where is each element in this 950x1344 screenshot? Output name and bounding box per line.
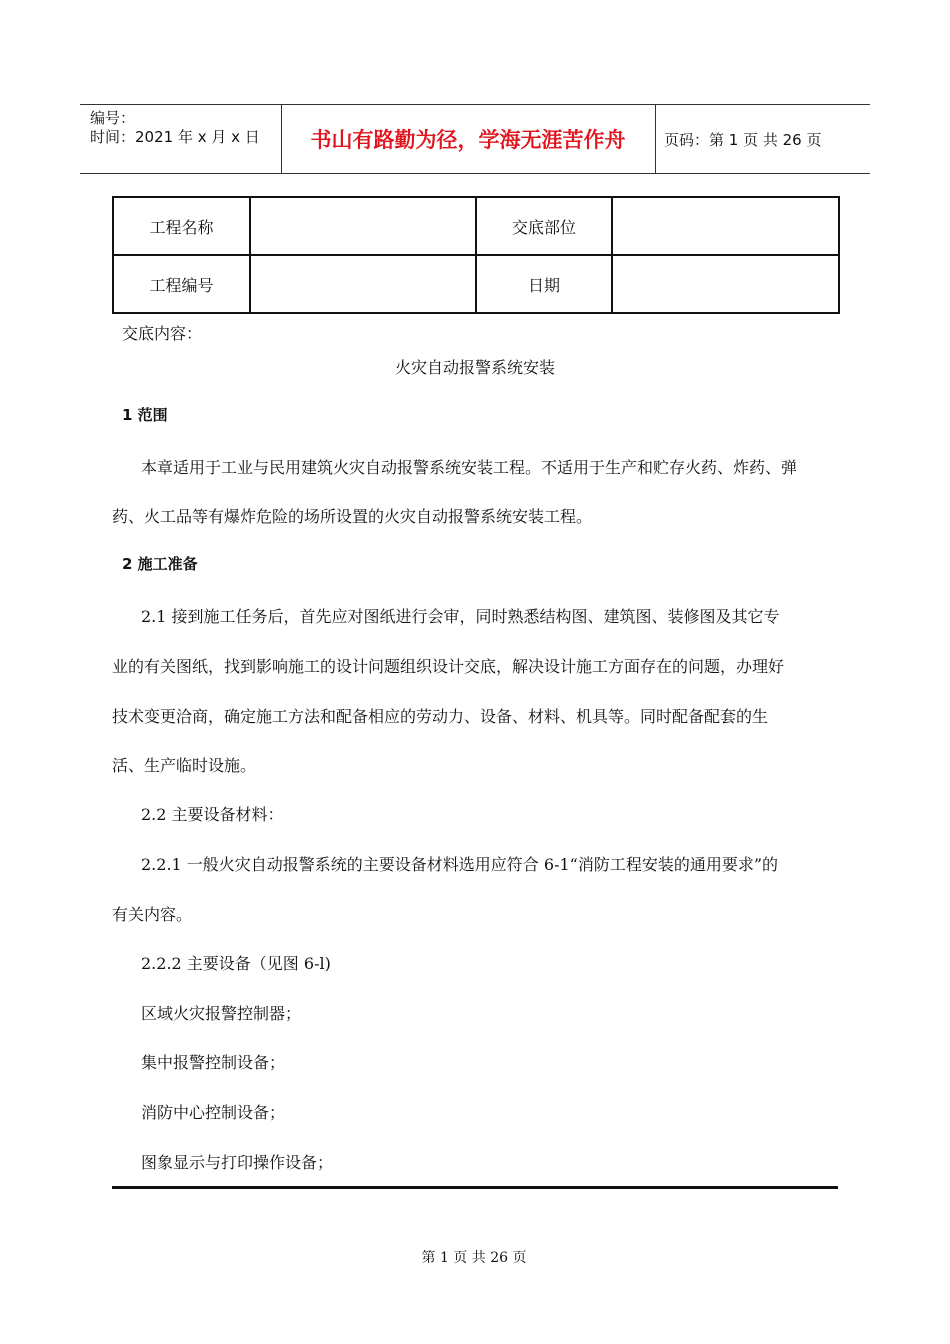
time-label: 时间：2021 年 x 月 x 日: [90, 128, 260, 146]
project-number-value: [250, 255, 476, 313]
project-name-label: 工程名称: [113, 197, 250, 255]
handover-content-label: 交底内容：: [122, 324, 203, 343]
page-footer: [0, 1247, 950, 1267]
table-row: [113, 255, 839, 313]
footer-rule: [112, 1186, 838, 1189]
paragraph-line: 2.2.1 一般火灾自动报警系统的主要设备材料选用应符合 6-1“消防工程安装的通用要求”的: [141, 855, 779, 874]
page-header: [80, 104, 870, 174]
date-value: [612, 255, 839, 313]
section-1-heading: 1 范围: [122, 406, 168, 424]
handover-part-value: [612, 197, 839, 255]
project-name-value: [250, 197, 476, 255]
project-info-table: [112, 196, 840, 314]
document-title: 火灾自动报警系统安装: [394, 358, 555, 377]
subsection-2-2: 2.2 主要设备材料：: [141, 805, 284, 824]
header-motto: 书山有路勤为径，学海无涯苦作舟: [310, 128, 626, 152]
header-divider: [655, 105, 656, 173]
project-number-label: 工程编号: [113, 255, 250, 313]
table-row: [113, 197, 839, 255]
footer-page-number: 第 1 页 共 26 页: [421, 1250, 527, 1266]
header-page-info: 页码：第 1 页 共 26 页: [664, 130, 822, 149]
subsection-2-2-2: 2.2.2 主要设备（见图 6-l): [141, 954, 331, 973]
handover-part-label: 交底部位: [476, 197, 612, 255]
section-2-heading: 2 施工准备: [122, 555, 198, 573]
paragraph-line: 药、火工品等有爆炸危险的场所设置的火灾自动报警系统安装工程。: [112, 507, 593, 526]
list-item: 区域火灾报警控制器；: [141, 1004, 302, 1023]
date-label: 日期: [476, 255, 612, 313]
header-meta: [90, 109, 260, 147]
list-item: 消防中心控制设备；: [141, 1103, 286, 1122]
paragraph-line: 活、生产临时设施。: [112, 756, 257, 775]
list-item: 集中报警控制设备；: [141, 1053, 286, 1072]
paragraph-line: 技术变更洽商，确定施工方法和配备相应的劳动力、设备、材料、机具等。同时配备配套的生: [112, 707, 769, 726]
paragraph-line: 本章适用于工业与民用建筑火灾自动报警系统安装工程。不适用于生产和贮存火药、炸药、弹: [141, 458, 798, 477]
paragraph-line: 有关内容。: [112, 905, 193, 924]
paragraph-line: 业的有关图纸，找到影响施工的设计问题组织设计交底，解决设计施工方面存在的问题，办理好: [112, 657, 785, 676]
paragraph-line: 2.1 接到施工任务后，首先应对图纸进行会审，同时熟悉结构图、建筑图、装修图及其它专: [141, 607, 780, 626]
list-item: 图象显示与打印操作设备；: [141, 1153, 334, 1172]
number-label: 编号：: [90, 109, 136, 127]
